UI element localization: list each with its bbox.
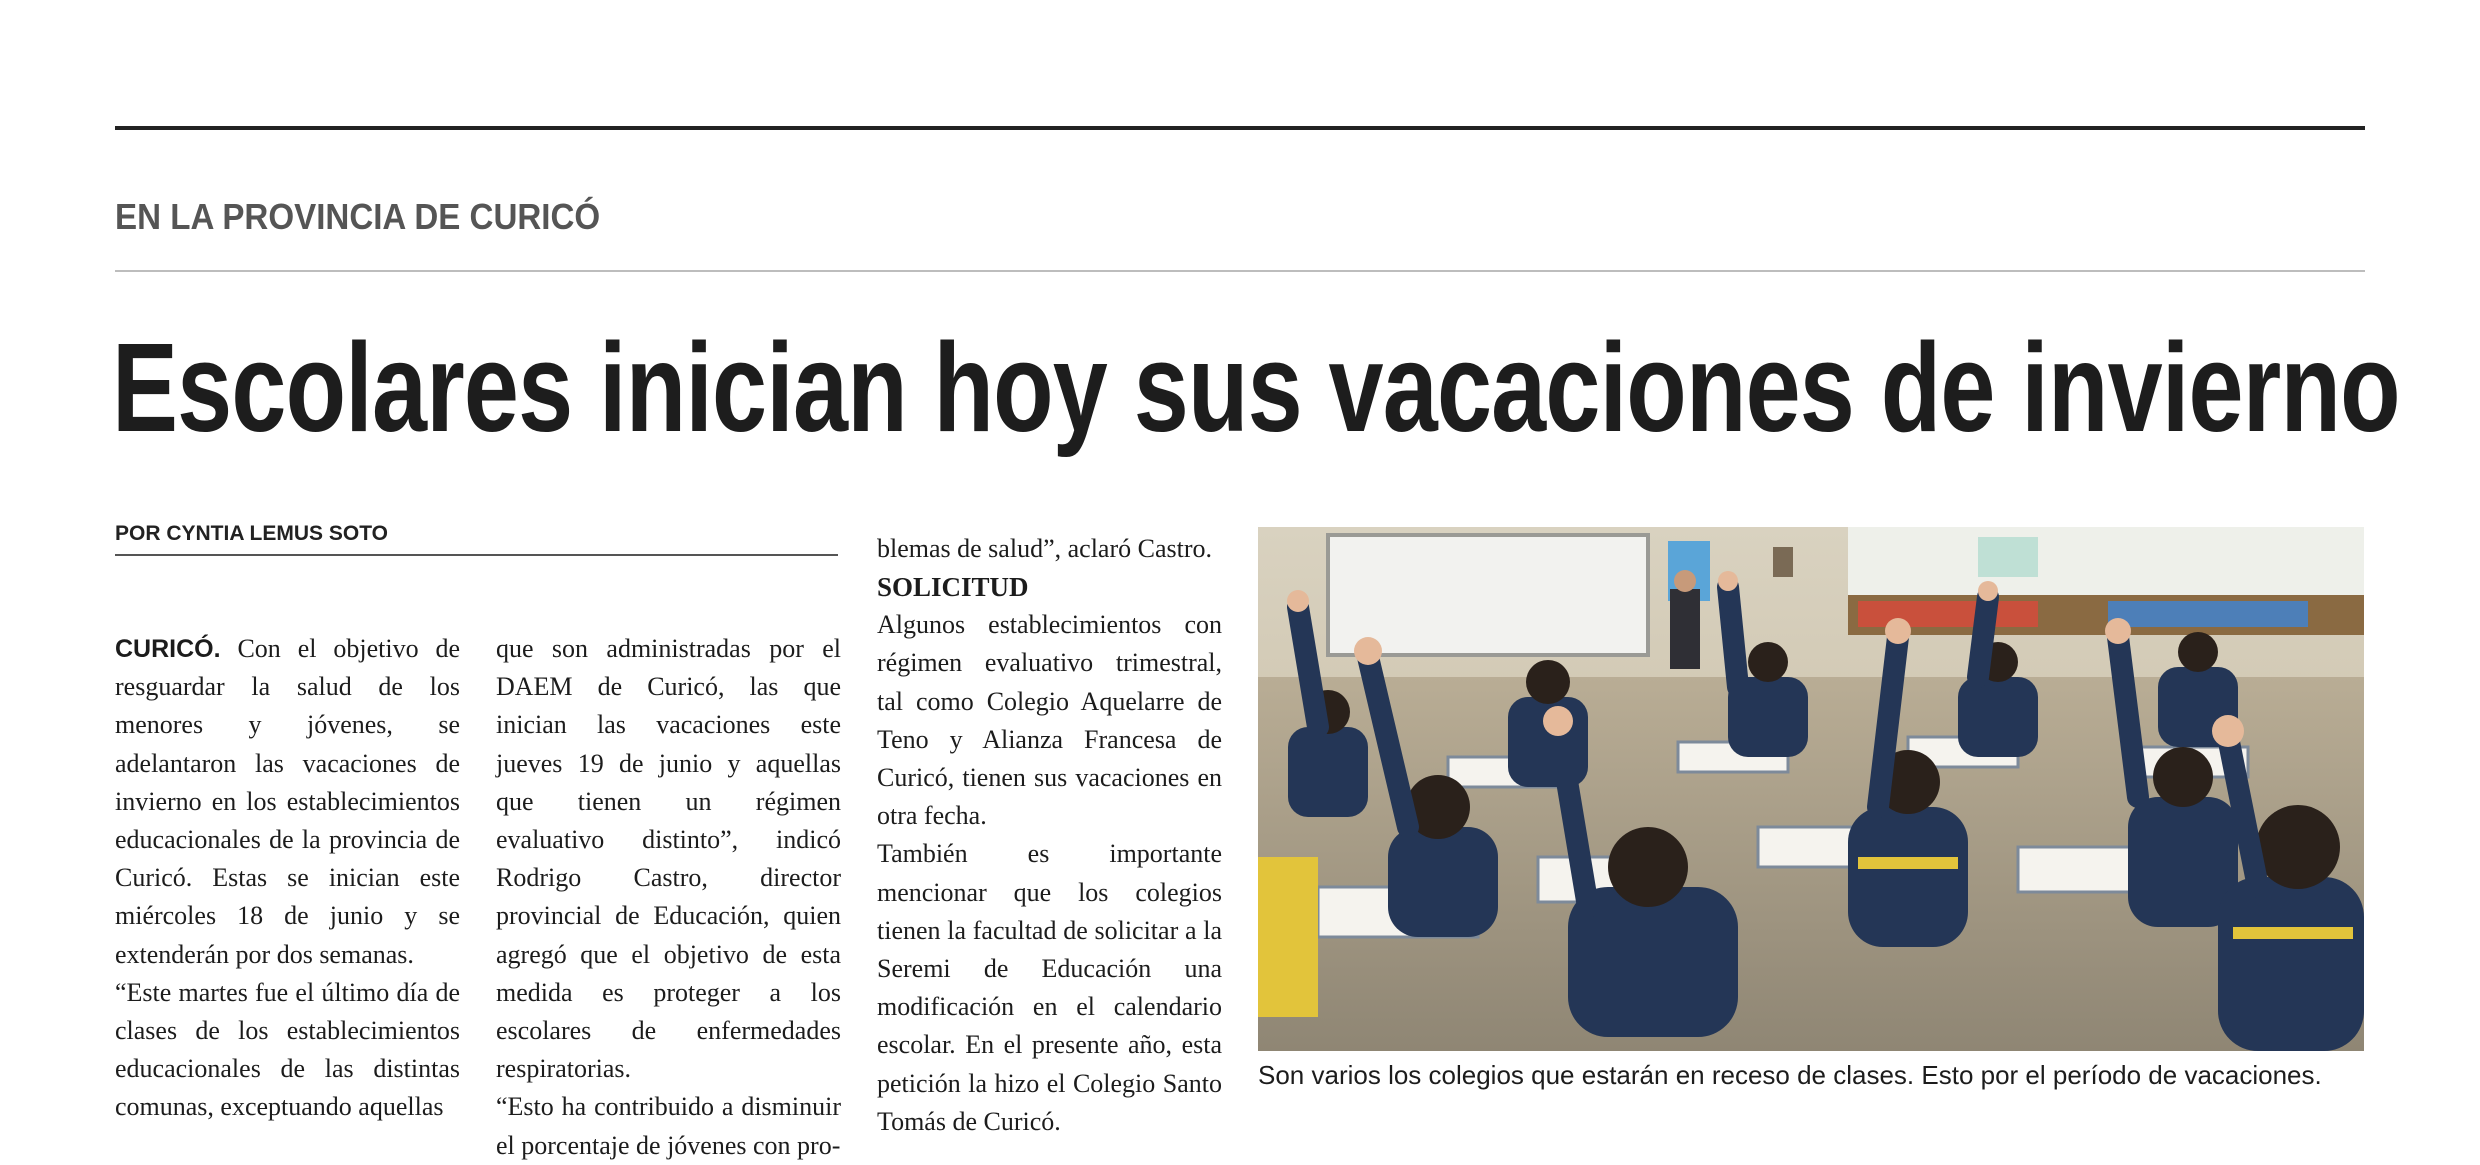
dateline: CURICÓ. bbox=[115, 635, 221, 663]
article-column-3 bbox=[877, 530, 1222, 1141]
top-rule bbox=[115, 126, 2365, 130]
paragraph bbox=[115, 630, 460, 974]
paragraph: “Este martes fue el último día de clases de los establecimientos educacionales de las distintas comunas, exceptuando aquellas bbox=[115, 977, 460, 1122]
article-column-1 bbox=[115, 630, 460, 1127]
photo-caption: Son varios los colegios que estarán en receso de clases. Esto por el período de vacaciones. bbox=[1258, 1060, 2322, 1090]
paragraph: blemas de salud”, aclaró Castro. bbox=[877, 534, 1212, 563]
paragraph: También es importante mencionar que los colegios tienen la facultad de solicitar a la Seremi de Educación una modificación en el calendario escolar. En el presente año, esta petición la hizo el Colegio Santo Tomás de Curicó. bbox=[877, 839, 1222, 1136]
paragraph: “Esto ha contribuido a disminuir el porcentaje de jóvenes con pro- bbox=[496, 1092, 841, 1160]
byline: POR CYNTIA LEMUS SOTO bbox=[115, 522, 389, 545]
byline-rule bbox=[115, 554, 838, 556]
section-label: EN LA PROVINCIA DE CURICÓ bbox=[115, 196, 601, 237]
paragraph: que son administradas por el DAEM de Curicó, las que inician las vacaciones este jueves 19 de junio y aquellas que tienen un régimen evaluativo distinto”, indicó Rodrigo Castro, director provincial de Educación, quien agregó que el objetivo de esta medida es proteger a los escolares de enfermedades respiratorias. bbox=[496, 634, 841, 1084]
section-rule bbox=[115, 270, 2365, 272]
article-column-2 bbox=[496, 630, 841, 1165]
headline: Escolares inician hoy sus vacaciones de invierno bbox=[112, 317, 2400, 458]
paragraph: Algunos establecimientos con régimen evaluativo trimestral, tal como Colegio Aquelarre de Teno y Alianza Francesa de Curicó, tienen sus vacaciones en otra fecha. bbox=[877, 610, 1222, 831]
paragraph-text: Con el objetivo de resguardar la salud de los menores y jóvenes, se adelantaron las vacaciones de invierno en los establecimientos educacionales de la provincia de Curicó. Estas se inician este miércoles 18 de junio y se extenderán por dos semanas. bbox=[115, 634, 461, 969]
subhead: SOLICITUD bbox=[877, 572, 1029, 603]
classroom-photo bbox=[1258, 527, 2364, 1051]
